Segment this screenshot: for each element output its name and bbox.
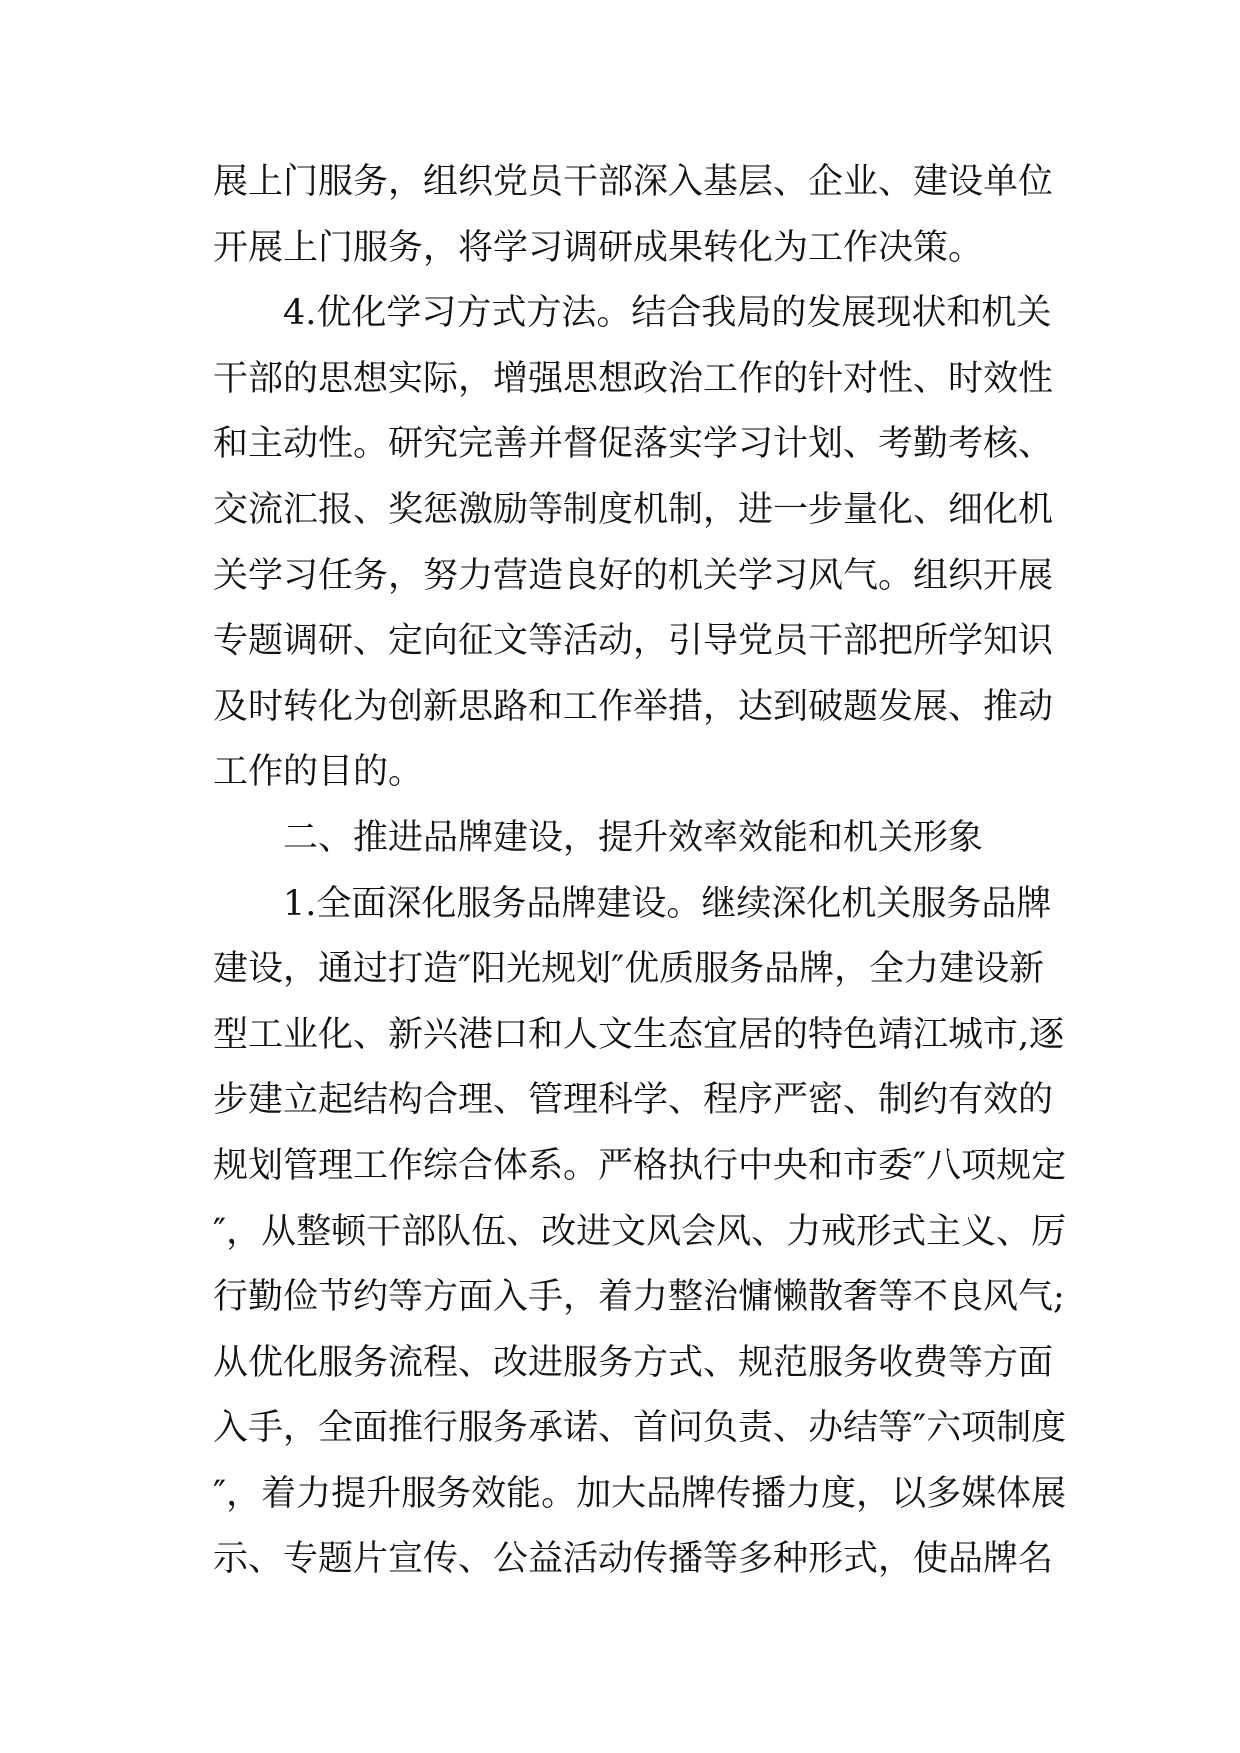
text-line: 入手，全面推行服务承诺、首问负责、办结等″六项制度 <box>213 1408 1067 1449</box>
text-line: 步建立起结构合理、管理科学、程序严密、制约有效的 <box>213 1080 1054 1121</box>
text-line: 规划管理工作综合体系。严格执行中央和市委″八项规定 <box>213 1145 1067 1186</box>
text-line: 示、专题片宣传、公益活动传播等多种形式，使品牌名 <box>213 1539 1054 1580</box>
text-line: 1.全面深化服务品牌建设。继续深化机关服务品牌 <box>213 883 1052 924</box>
text-line: 及时转化为创新思路和工作举措，达到破题发展、推动 <box>213 686 1054 727</box>
text-line: 干部的思想实际，增强思想政治工作的针对性、时效性 <box>213 358 1054 399</box>
text-line: 行勤俭节约等方面入手，着力整治慵懒散奢等不良风气; <box>213 1277 1065 1318</box>
text-line: 交流汇报、奖惩激励等制度机制，进一步量化、细化机 <box>213 489 1054 530</box>
text-line: 展上门服务，组织党员干部深入基层、企业、建设单位 <box>213 162 1054 202</box>
body-text <box>213 150 1067 1593</box>
text-line: 从优化服务流程、改进服务方式、规范服务收费等方面 <box>213 1342 1054 1383</box>
text-line: 建设，通过打造″阳光规划″优质服务品牌，全力建设新 <box>213 949 1045 990</box>
text-line: 型工业化、新兴港口和人文生态宜居的特色靖江城市,逐 <box>213 1014 1065 1055</box>
text-line: 专题调研、定向征文等活动，引导党员干部把所学知识 <box>213 621 1054 662</box>
text-line: 4.优化学习方式方法。结合我局的发展现状和机关 <box>213 293 1052 334</box>
section-heading: 二、推进品牌建设，提升效率效能和机关形象 <box>213 817 984 858</box>
text-line: 开展上门服务，将学习调研成果转化为工作决策。 <box>213 227 984 268</box>
text-line: 工作的目的。 <box>213 752 424 793</box>
text-line: 和主动性。研究完善并督促落实学习计划、考勤考核、 <box>213 424 1054 465</box>
text-line: ″，从整顿干部队伍、改进文风会风、力戒形式主义、厉 <box>213 1211 1067 1252</box>
text-line: ″，着力提升服务效能。加大品牌传播力度，以多媒体展 <box>213 1473 1067 1514</box>
text-line: 关学习任务，努力营造良好的机关学习风气。组织开展 <box>213 555 1054 596</box>
